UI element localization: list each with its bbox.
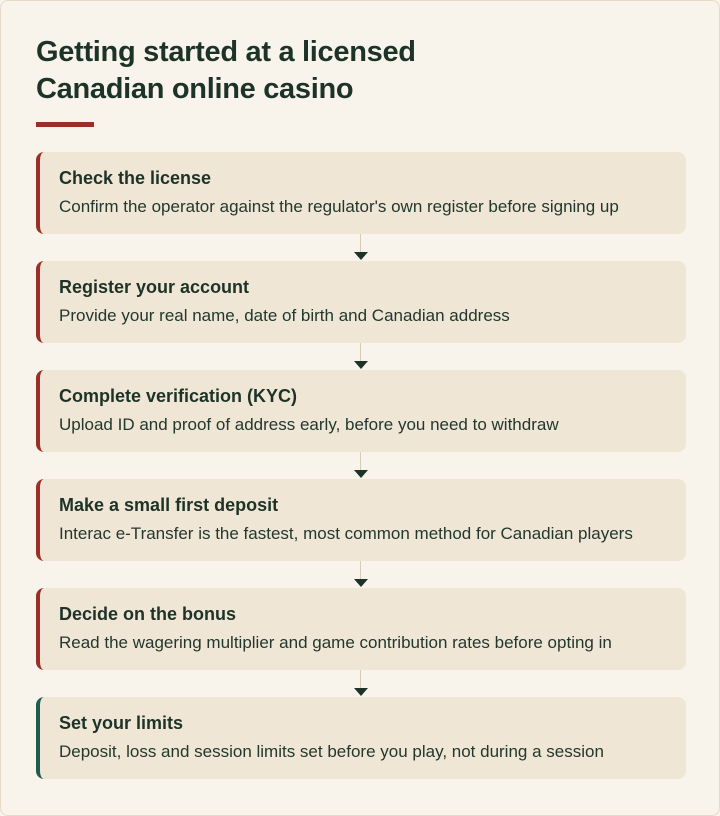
step-title: Check the license — [59, 168, 212, 188]
step-connector — [36, 343, 686, 370]
step-description: Confirm the operator against the regulator's own register before signing up — [59, 197, 619, 216]
arrow-down-icon — [354, 361, 368, 369]
diagram-title — [36, 34, 636, 108]
step-title: Set your limits — [59, 713, 184, 733]
step-title: Register your account — [59, 277, 250, 297]
step-card-check-license — [36, 152, 686, 234]
step-card-first-deposit — [36, 479, 686, 561]
connector-line — [360, 670, 361, 689]
diagram-title-line-1: Getting started at a licensed — [36, 36, 416, 68]
arrow-down-icon — [354, 470, 368, 478]
diagram-title-line-2: Canadian online casino — [36, 73, 354, 105]
connector-line — [360, 452, 361, 471]
steps-list — [36, 152, 686, 779]
step-card-decide-bonus — [36, 588, 686, 670]
step-connector — [36, 452, 686, 479]
step-description: Upload ID and proof of address early, before you need to withdraw — [59, 415, 559, 434]
step-card-set-limits — [36, 697, 686, 779]
step-description: Interac e-Transfer is the fastest, most common method for Canadian players — [59, 524, 633, 543]
step-connector — [36, 670, 686, 697]
step-card-register-account — [36, 261, 686, 343]
connector-line — [360, 234, 361, 253]
arrow-down-icon — [354, 579, 368, 587]
arrow-down-icon — [354, 688, 368, 696]
connector-line — [360, 343, 361, 362]
step-card-complete-verification — [36, 370, 686, 452]
step-title: Make a small first deposit — [59, 495, 279, 515]
step-description: Read the wagering multiplier and game contribution rates before opting in — [59, 633, 612, 652]
step-connector — [36, 234, 686, 261]
step-connector — [36, 561, 686, 588]
step-description: Provide your real name, date of birth and Canadian address — [59, 306, 510, 325]
arrow-down-icon — [354, 252, 368, 260]
title-accent-rule — [36, 122, 94, 127]
step-description: Deposit, loss and session limits set before you play, not during a session — [59, 742, 604, 761]
step-title: Decide on the bonus — [59, 604, 237, 624]
step-title: Complete verification (KYC) — [59, 386, 298, 406]
connector-line — [360, 561, 361, 580]
